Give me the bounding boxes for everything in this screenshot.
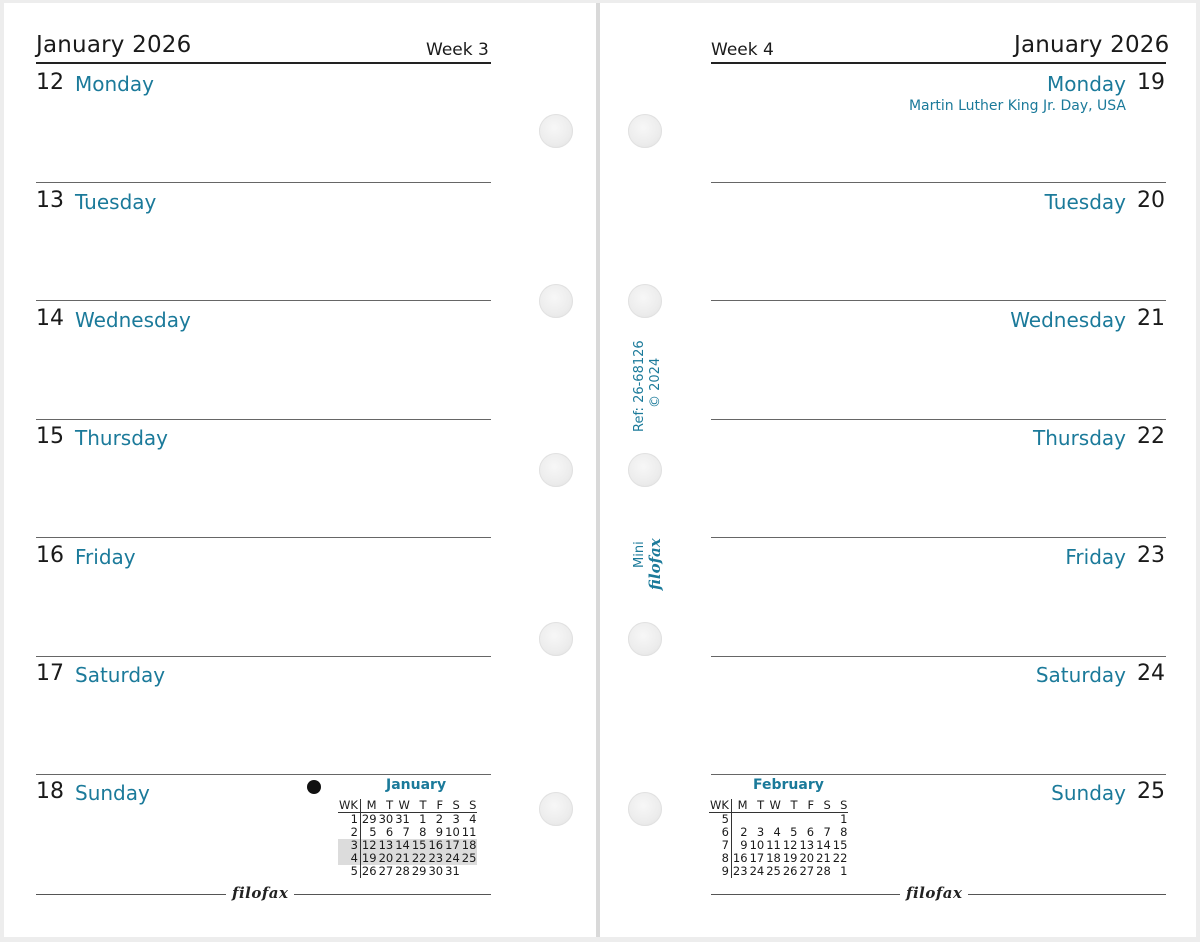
mini-cal-day: 17 [749,851,765,865]
day-number: 13 [36,188,64,213]
mini-cal-header: S [444,799,461,813]
day-number: 19 [1137,70,1165,95]
day-name: Thursday [75,426,168,450]
mini-cal-day: 20 [799,851,815,865]
mini-cal-day: 18 [461,838,477,852]
mini-cal-day [731,813,748,827]
mini-cal-header: T [411,799,428,813]
mini-cal-day: 25 [461,851,477,865]
mini-cal-day: 17 [445,838,460,852]
day-divider [711,656,1166,657]
mini-cal-day: 31 [395,812,410,826]
mini-cal-day: 10 [749,838,765,852]
mini-cal-day: 2 [435,812,444,826]
mini-cal-day: 13 [378,838,394,852]
mini-cal-row [709,813,848,827]
mini-cal-day: 3 [756,825,765,839]
mini-cal-header: M [731,799,748,813]
mini-cal-day: 15 [832,838,848,852]
mini-cal-row [338,865,477,878]
week-number: 8 [709,852,731,865]
mini-cal-day: 23 [732,864,748,878]
mini-cal-day: 18 [766,851,781,865]
day-divider [36,182,491,183]
mini-cal-day: 11 [461,825,477,839]
mini-cal-day: 4 [773,825,781,839]
left-week-label: Week 3 [426,40,489,60]
week-number: 7 [709,839,731,852]
day-name: Wednesday [1010,308,1126,332]
spine-brand-logo: filofax [646,538,664,590]
mini-cal-day: 15 [411,838,427,852]
mini-cal-header: T [749,799,766,813]
left-footer-logo: filofax [226,884,294,902]
mini-cal-day: 8 [419,825,427,839]
mini-cal-day: 22 [832,851,848,865]
mini-cal-day: 1 [840,864,848,878]
right-footer-logo: filofax [900,884,968,902]
mini-cal-day: 27 [799,864,815,878]
mini-cal-day: 29 [411,864,427,878]
day-name: Sunday [75,781,150,805]
week-number: 2 [338,826,360,839]
day-divider [711,537,1166,538]
mini-cal-header: WK [338,799,360,813]
mini-calendar-month: January [386,777,447,793]
mini-cal-header: T [378,799,395,813]
mini-cal-day: 27 [378,864,394,878]
right-header-rule [711,62,1166,64]
mini-cal-day: 19 [361,851,377,865]
mini-cal-day: 12 [361,838,377,852]
mini-cal-day: 5 [790,825,798,839]
punch-hole [539,284,573,318]
mini-cal-day: 10 [445,825,460,839]
week-number: 5 [709,813,731,827]
day-divider [711,774,1166,775]
mini-cal-day: 28 [395,864,410,878]
mini-cal-header: S [832,799,849,813]
week-number: 3 [338,839,360,852]
mini-cal-day: 6 [385,825,394,839]
mini-cal-day: 7 [402,825,410,839]
mini-cal-day: 6 [806,825,815,839]
punch-hole [628,453,662,487]
week-number: 9 [709,865,731,878]
day-name: Friday [75,545,136,569]
mini-cal-header: F [798,799,815,813]
mini-cal-day: 20 [378,851,394,865]
day-name: Saturday [1035,663,1126,687]
spine-size: Mini [632,541,647,568]
day-number: 20 [1137,188,1165,213]
punch-hole [628,114,662,148]
mini-cal-day: 14 [395,838,410,852]
day-name: Thursday [1033,426,1126,450]
mini-cal-row [709,865,848,878]
mini-cal-day: 28 [816,864,831,878]
mini-cal-day: 25 [766,864,781,878]
mini-cal-day: 16 [732,851,748,865]
mini-cal-day: 21 [816,851,831,865]
punch-hole [628,284,662,318]
mini-cal-day [782,813,799,827]
mini-cal-day: 13 [799,838,815,852]
mini-cal-day: 22 [411,851,427,865]
day-divider [36,774,491,775]
day-divider [36,537,491,538]
mini-cal-day [815,813,832,827]
punch-hole [539,114,573,148]
mini-cal-day: 5 [369,825,377,839]
day-number: 15 [36,424,64,449]
day-number: 24 [1137,661,1165,686]
mini-cal-header: S [461,799,478,813]
mini-cal-row [338,813,477,827]
mini-cal-day [798,813,815,827]
day-number: 14 [36,306,64,331]
mini-cal-day: 29 [361,812,377,826]
mini-cal-day: 12 [782,838,798,852]
mini-cal-day: 16 [428,838,444,852]
mini-cal-day: 3 [452,812,460,826]
day-name: Friday [1065,545,1126,569]
mini-cal-day: 24 [749,864,765,878]
week-number: 5 [338,865,360,878]
day-number: 18 [36,779,64,804]
mini-cal-day [765,813,782,827]
mini-cal-header: WK [709,799,731,813]
mini-cal-day: 2 [740,825,748,839]
day-number: 25 [1137,779,1165,804]
mini-cal-day: 4 [469,812,477,826]
mini-cal-header: T [782,799,799,813]
holiday-note: Martin Luther King Jr. Day, USA [908,98,1126,114]
mini-cal-day: 9 [740,838,748,852]
day-name: Sunday [1051,781,1126,805]
day-divider [36,656,491,657]
mini-cal-day: 1 [419,812,427,826]
mini-cal-header: F [427,799,444,813]
day-divider [711,300,1166,301]
mini-cal-header: W [394,799,411,813]
day-number: 23 [1137,543,1165,568]
mini-cal-day: 24 [445,851,460,865]
mini-cal-day: 9 [435,825,444,839]
mini-cal-day: 19 [782,851,798,865]
spine-ref: Ref: 26-68126 [632,340,647,432]
mini-calendar-january [338,799,477,878]
left-header-rule [36,62,491,64]
punch-hole [539,622,573,656]
week-number: 6 [709,826,731,839]
moon-phase-icon [307,780,321,794]
punch-hole [628,792,662,826]
day-divider [36,419,491,420]
spine-copyright: © 2024 [648,357,663,408]
punch-hole [539,453,573,487]
day-name: Wednesday [75,308,191,332]
day-name: Tuesday [1044,190,1126,214]
mini-calendar-february [709,799,848,878]
punch-hole [628,622,662,656]
mini-calendar-month: February [753,777,824,793]
mini-cal-day [749,813,766,827]
mini-cal-header: M [360,799,377,813]
day-number: 22 [1137,424,1165,449]
punch-hole [539,792,573,826]
mini-cal-day: 30 [428,864,444,878]
day-name: Tuesday [75,190,157,214]
day-name: Saturday [75,663,166,687]
day-number: 21 [1137,306,1165,331]
day-name: Monday [75,72,154,96]
day-name: Monday [1047,72,1126,96]
day-number: 17 [36,661,64,686]
day-divider [36,300,491,301]
right-month-label: January 2026 [1014,32,1170,58]
mini-cal-day: 26 [782,864,798,878]
mini-cal-day: 11 [766,838,781,852]
mini-cal-day: 26 [361,864,377,878]
mini-cal-header: W [765,799,782,813]
day-divider [711,182,1166,183]
left-month-label: January 2026 [36,32,192,58]
right-week-label: Week 4 [711,40,774,60]
mini-cal-day: 21 [395,851,410,865]
mini-cal-header: S [815,799,832,813]
mini-cal-day [461,865,478,878]
mini-cal-day: 7 [823,825,831,839]
day-number: 16 [36,543,64,568]
week-number: 4 [338,852,360,865]
day-divider [711,419,1166,420]
mini-cal-day: 23 [428,851,444,865]
mini-cal-day: 30 [378,812,394,826]
mini-cal-day: 31 [445,864,460,878]
week-number: 1 [338,813,360,827]
mini-cal-day: 1 [840,812,848,826]
day-number: 12 [36,70,64,95]
mini-cal-day: 14 [816,838,831,852]
mini-cal-day: 8 [840,825,848,839]
